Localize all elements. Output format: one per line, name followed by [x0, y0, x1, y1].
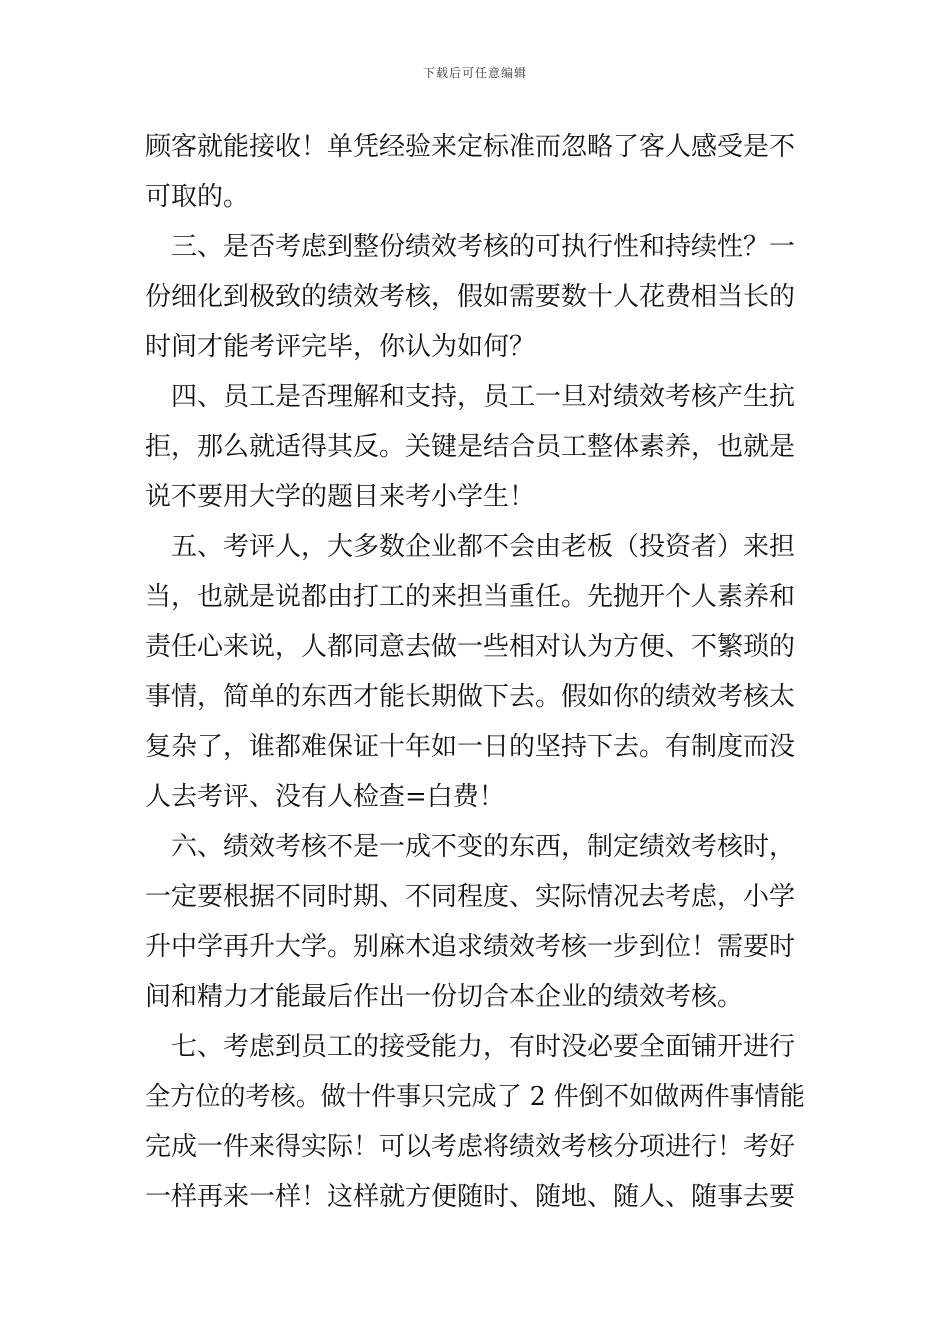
text-line: 顾客就能接收！单凭经验来定标准而忽略了客人感受是不: [145, 132, 796, 162]
text-line: 四、员工是否理解和支持，员工一旦对绩效考核产生抗: [145, 382, 796, 412]
text-line: 六、绩效考核不是一成不变的东西，制定绩效考核时，: [145, 832, 796, 862]
text-line: 七、考虑到员工的接受能力，有时没必要全面铺开进行: [145, 1032, 796, 1062]
text-line: 事情，简单的东西才能长期做下去。假如你的绩效考核太: [145, 682, 796, 712]
text-line: 拒，那么就适得其反。关键是结合员工整体素养，也就是: [145, 432, 796, 462]
text-line: 说不要用大学的题目来考小学生！: [145, 482, 536, 512]
page-header: 下载后可任意编辑: [422, 66, 527, 80]
text-line: 一样再来一样！这样就方便随时、随地、随人、随事去要: [145, 1182, 796, 1212]
text-line: 可取的。: [145, 182, 250, 212]
text-line: 时间才能考评完毕，你认为如何？: [145, 332, 536, 362]
text-line: 责任心来说，人都同意去做一些相对认为方便、不繁琐的: [145, 632, 796, 662]
text-line: 全方位的考核。做十件事只完成了 2 件倒不如做两件事情能: [145, 1082, 805, 1112]
text-line: 三、是否考虑到整份绩效考核的可执行性和持续性？一: [145, 232, 796, 262]
text-line: 人去考评、没有人检查=白费！: [145, 782, 505, 812]
text-line: 间和精力才能最后作出一份切合本企业的绩效考核。: [145, 982, 744, 1012]
text-line: 当，也就是说都由打工的来担当重任。先抛开个人素养和: [145, 582, 796, 612]
text-line: 复杂了，谁都难保证十年如一日的坚持下去。有制度而没: [145, 732, 796, 762]
text-line: 升中学再升大学。别麻木追求绩效考核一步到位！需要时: [145, 932, 796, 962]
text-line: 完成一件来得实际！可以考虑将绩效考核分项进行！考好: [145, 1132, 796, 1162]
text-line: 份细化到极致的绩效考核，假如需要数十人花费相当长的: [145, 282, 796, 312]
text-line: 五、考评人，大多数企业都不会由老板（投资者）来担: [145, 532, 796, 562]
text-line: 一定要根据不同时期、不同程度、实际情况去考虑，小学: [145, 882, 796, 912]
document-body: [145, 122, 805, 1222]
